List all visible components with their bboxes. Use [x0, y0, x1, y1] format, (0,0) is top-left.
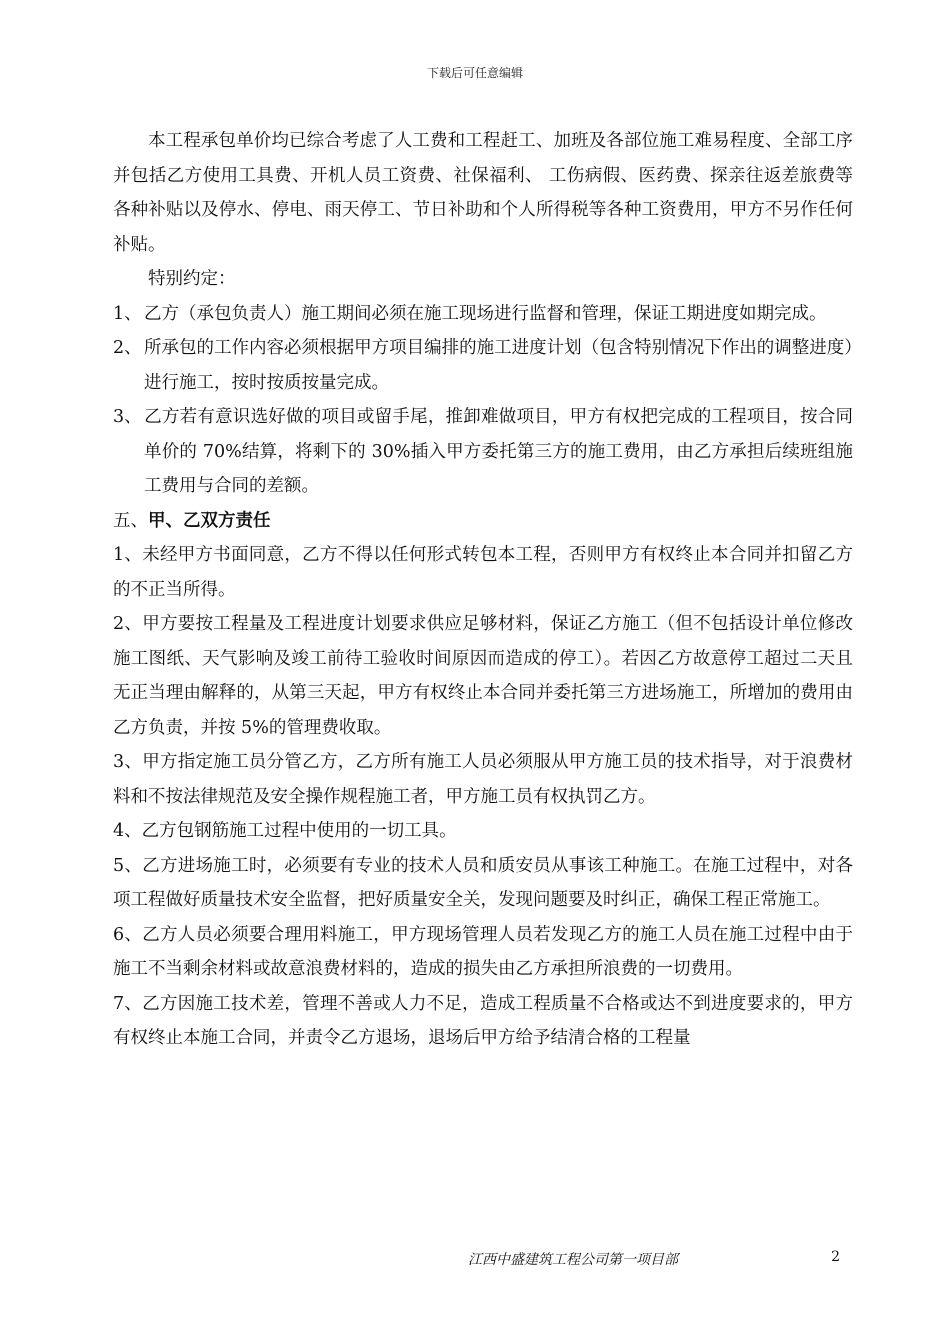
special-terms-title: 特别约定：	[148, 269, 236, 289]
intro-paragraph: 本工程承包单价均已综合考虑了人工费和工程赶工、加班及各部位施工难易程度、全部工序并包括乙方使用工具费、开机人员工资费、社保福利、 工伤病假、医药费、探亲往返差旅费等各种补贴以及停水、停电、雨天停工、节日补助和个人所得税等各种工资费用，甲方不另作任何补贴。	[113, 131, 853, 255]
special-term-3	[113, 400, 853, 504]
responsibility-clause-6: 6、乙方人员必须要合理用料施工，甲方现场管理人员若发现乙方的施工人员在施工过程中由于施工不当剩余材料或故意浪费材料的，造成的损失由乙方承担所浪费的一切费用。	[113, 924, 853, 979]
page-number: 2	[831, 1249, 840, 1265]
special-term-1	[113, 297, 853, 332]
footer-company: 江西中盛建筑工程公司第一项目部	[468, 1252, 678, 1268]
document-body	[113, 124, 853, 1056]
special-term-number: 1、	[113, 303, 142, 324]
special-term-number: 2、	[113, 338, 142, 358]
responsibility-clause-3: 3、甲方指定施工员分管乙方，乙方所有施工人员必须服从甲方施工员的技术指导，对于浪费材料和不按法律规范及安全操作规程施工者，甲方施工员有权执罚乙方。	[113, 752, 853, 807]
responsibility-clause-1: 1、未经甲方书面同意，乙方不得以任何形式转包本工程，否则甲方有权终止本合同并扣留乙方的不正当所得。	[113, 545, 853, 600]
section-heading	[113, 504, 853, 539]
responsibility-clause-2: 2、甲方要按工程量及工程进度计划要求供应足够材料，保证乙方施工（但不包括设计单位修改施工图纸、天气影响及竣工前待工验收时间原因而造成的停工）。若因乙方故意停工超过二天且无正当理由解释的，从第三天起，甲方有权终止本合同并委托第三方进场施工，所增加的费用由乙方负责，并按 5%的管理费收取。	[113, 614, 853, 738]
special-term-text: 乙方（承包负责人）施工期间必须在施工现场进行监督和管理，保证工期进度如期完成。	[144, 303, 827, 324]
special-term-text: 乙方若有意识选好做的项目或留手尾，推卸难做项目，甲方有权把完成的工程项目，按合同单价的 70%结算，将剩下的 30%插入甲方委托第三方的施工费用，由乙方承担后续班组施工费用与合同的差额。	[144, 407, 853, 496]
section-title: 甲、乙双方责任	[148, 510, 271, 531]
responsibility-clause-7: 7、乙方因施工技术差，管理不善或人力不足，造成工程质量不合格或达不到进度要求的，甲方有权终止本施工合同，并责令乙方退场，退场后甲方给予结清合格的工程量	[113, 993, 853, 1048]
special-term-number: 3、	[113, 407, 142, 427]
page-header: 下载后可任意编辑	[426, 66, 523, 80]
special-term-2	[113, 331, 853, 400]
responsibility-clause-5: 5、乙方进场施工时，必须要有专业的技术人员和质安员从事该工种施工。在施工过程中，对各项工程做好质量技术安全监督，把好质量安全关，发现问题要及时纠正，确保工程正常施工。	[113, 855, 853, 910]
responsibility-clause-4: 4、乙方包钢筋施工过程中使用的一切工具。	[113, 821, 457, 841]
special-term-text: 所承包的工作内容必须根据甲方项目编排的施工进度计划（包含特别情况下作出的调整进度）进行施工，按时按质按量完成。	[144, 338, 853, 393]
section-number: 五、	[113, 510, 148, 531]
